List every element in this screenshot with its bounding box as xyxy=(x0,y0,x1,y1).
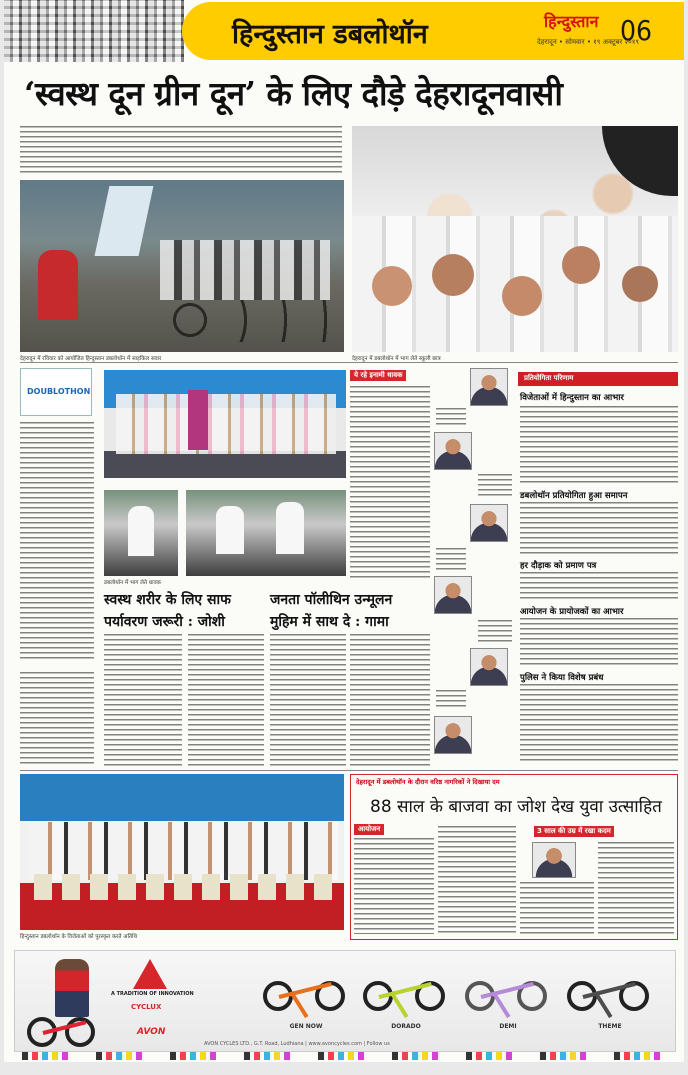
photo-caption: देहरादून में रविवार को आयोजित हिन्दुस्तान डबलोथॉन में साइकिल सवार xyxy=(20,356,162,362)
bike-name: GEN NOW xyxy=(289,1023,323,1030)
cycling-photo xyxy=(20,180,344,352)
story-text xyxy=(270,634,346,766)
story-text xyxy=(188,634,264,766)
brand-logo: हिन्दुस्तान xyxy=(544,12,599,31)
main-headline: ‘स्वस्थ दून ग्रीन दून’ के लिए दौड़े देहरादूनवासी xyxy=(24,74,563,113)
story-headline: स्वस्थ शरीर के लिए साफ xyxy=(104,592,231,608)
quotes-text xyxy=(436,408,466,428)
avon-logo: AVON xyxy=(137,1027,166,1037)
bike-dorado xyxy=(363,965,449,1011)
portrait-photo xyxy=(434,432,472,470)
section-title: हिन्दुस्तान डबलोथॉन xyxy=(232,19,428,50)
cyclux-logo: CYCLUX xyxy=(131,1003,162,1011)
story-headline: पर्यावरण जरूरी : जोशी xyxy=(104,614,225,630)
story-text xyxy=(598,842,674,934)
sidebar-item-title: विजेताओं में हिन्दुस्तान का आभार xyxy=(520,393,624,403)
divider xyxy=(20,362,678,363)
group-photo xyxy=(104,370,346,478)
bike-name: THEME xyxy=(598,1023,622,1030)
award-photo xyxy=(20,774,344,930)
divider xyxy=(20,770,678,771)
dateline: देहरादून • सोमवार • १९ अक्टूबर २०१९ xyxy=(537,38,640,46)
bike-demi xyxy=(465,965,551,1011)
runners-photo xyxy=(352,126,678,352)
photo-caption: डबलोथॉन में भाग लेते धावक xyxy=(104,580,161,586)
quotes-text xyxy=(478,474,512,498)
portrait-photo xyxy=(470,368,508,406)
sidebar-item-title: आयोजन के प्रायोजकों का आभार xyxy=(520,607,624,617)
bike-name: DORADO xyxy=(391,1023,421,1030)
quotes-text xyxy=(478,620,512,642)
column-text xyxy=(20,672,94,766)
story-subheadline: 3 साल की उम्र में रखा कदम xyxy=(534,826,614,837)
portrait-photo xyxy=(434,716,472,754)
photo-caption: देहरादून में डबलोथॉन में भाग लेते स्कूली छात्र xyxy=(352,356,441,362)
runner-photo-small xyxy=(104,490,178,576)
quotes-text xyxy=(436,690,466,710)
story-label: आयोजन xyxy=(354,824,384,835)
page-number: 06 xyxy=(620,14,653,47)
winners-list xyxy=(350,386,430,580)
bike-theme xyxy=(567,965,653,1011)
sidebar-item-title: हर दौड़ाक को प्रमाण पत्र xyxy=(520,561,597,571)
logo-text: DOUBLOTHON xyxy=(27,387,91,396)
story-text xyxy=(350,634,430,766)
sidebar-text xyxy=(520,618,678,668)
portrait-photo xyxy=(470,648,508,686)
avon-advertisement xyxy=(14,950,676,1052)
ad-footer: AVON CYCLES LTD., G.T. Road, Ludhiana | www.avoncycles.com | Follow us xyxy=(204,1041,390,1047)
sidebar-text xyxy=(520,502,678,556)
sidebar-text xyxy=(520,572,678,602)
sidebar-text xyxy=(520,684,678,764)
ad-tagline: A TRADITION OF INNOVATION xyxy=(111,991,194,997)
story-text xyxy=(354,838,434,934)
sidebar-item-title: डबलोथॉन प्रतियोगिता हुआ समापन xyxy=(520,491,628,501)
winners-tag: ये रहे इनामी धावक xyxy=(350,370,406,381)
newspaper-page xyxy=(4,0,684,1062)
portrait-photo xyxy=(434,576,472,614)
avon-emblem-icon xyxy=(133,959,167,989)
story-headline: मुहिम में साथ दे : गामा xyxy=(270,614,389,630)
photo-caption: हिन्दुस्तान डबलोथॉन के विजेताओं को पुरस्कृत करते अतिथि xyxy=(20,934,137,940)
quotes-text xyxy=(436,548,466,570)
sidebar-header: प्रतियोगिता परिणाम xyxy=(518,372,678,386)
runners-photo-small xyxy=(186,490,346,576)
bottom-story-tag: देहरादून में डबलोथॉन के दौरान वरिष्ठ नागरिकों ने दिखाया दम xyxy=(356,778,500,786)
page-header xyxy=(4,0,684,62)
story-text xyxy=(104,634,182,766)
story-text xyxy=(438,826,516,934)
story-headline: जनता पॉलीथिन उन्मूलन xyxy=(270,592,393,608)
print-registration-marks xyxy=(22,1052,662,1060)
sidebar-item-title: पुलिस ने किया विशेष प्रबंध xyxy=(520,673,604,683)
doublothon-logo xyxy=(20,368,92,416)
story-text xyxy=(520,882,594,934)
bike-image xyxy=(27,1001,97,1047)
column-text xyxy=(20,422,94,662)
portrait-photo xyxy=(470,504,508,542)
bike-gen-now xyxy=(263,965,349,1011)
intro-text xyxy=(20,126,342,174)
header-crowd-photo xyxy=(4,0,184,62)
bike-name: DEMI xyxy=(499,1023,517,1030)
bottom-headline: 88 साल के बाजवा का जोश देख युवा उत्साहित xyxy=(370,797,662,817)
sidebar-text xyxy=(520,406,678,486)
child-photo xyxy=(532,842,576,878)
